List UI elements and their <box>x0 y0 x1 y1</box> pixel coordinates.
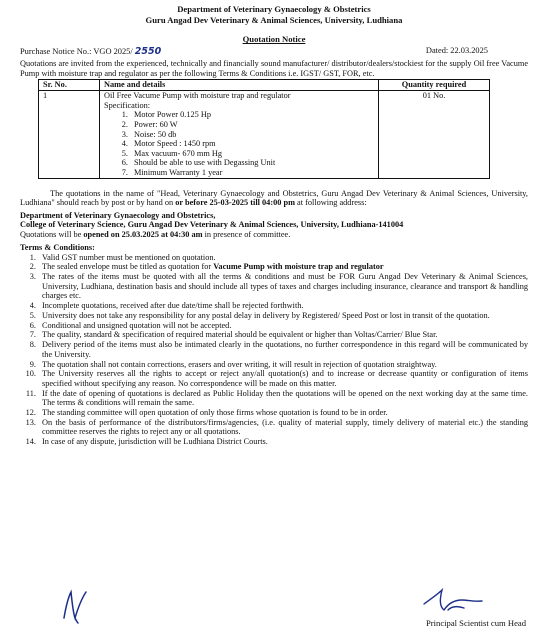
terms-list <box>20 253 528 447</box>
handwritten-notice-number: 2550 <box>134 46 162 57</box>
notice-title: Quotation Notice <box>242 34 306 44</box>
purchase-notice-number: Purchase Notice No.: VGO 2025/ 2550 <box>20 46 162 57</box>
spec-item: 6. Should be able to use with Degassing Unit <box>130 158 374 168</box>
submission-paragraph: The quotations in the name of "Head, Veterinary Gynaecology and Obstetrics, Guru Angad Dev Veterinary & Animal Sciences, University, Ludhiana" should reach by post or by hand on or before 25-03-2025 till 04:00 pm at following address: <box>20 188 528 208</box>
header-sr-no: Sr. No. <box>39 80 100 91</box>
cell-name-details <box>100 91 379 178</box>
list-item: 14. In case of any dispute, jurisdiction will be Ludhiana District Courts. <box>25 436 268 446</box>
department-name: Department of Veterinary Gynaecology & Obstetrics <box>177 4 371 14</box>
header-name-details: Name and details <box>100 80 379 91</box>
reference-row <box>20 46 528 57</box>
spec-item: 3. Noise: 50 db <box>130 130 374 140</box>
head-signature <box>418 586 488 616</box>
submission-address: Department of Veterinary Gynaecology and Obstetrics, College of Veterinary Science, Guru Angad Dev Veterinary & Animal Sciences, University, Ludhiana-141004 <box>20 210 404 230</box>
notice-date: Dated: 22.03.2025 <box>425 46 488 55</box>
university-name: Guru Angad Dev Veterinary & Animal Sciences, University, Ludhiana <box>145 14 403 25</box>
list-item: 4. Incomplete quotations, received after due date/time shall be rejected forthwith. <box>29 300 304 310</box>
list-item: 3. The rates of the items must be quoted with all the terms & conditions and must be FOR Guru Angad Dev Veterinary & Animal Sciences, University, Ludhiana, destination basis and should include all types of taxes and charges including insurance, clearance and transport & handling charges etc. <box>29 272 528 300</box>
item-name: Oil Free Vacume Pump with moisture trap and regulator <box>104 91 291 101</box>
intro-paragraph: Quotations are invited from the experienced, technically and financially sound manufacturer/ distributor/dealers/stockiest for the supply Oil free Vacume Pump with moisture trap and regulator as per the following Terms & Conditions i.e. IGST/ GST, FOR, etc. <box>20 59 528 78</box>
list-item: 1. Valid GST number must be mentioned on quotation. <box>29 252 216 262</box>
spec-item: 4. Motor Speed : 1450 rpm <box>130 139 374 149</box>
list-item: 11. If the date of opening of quotations is declared as Public Holiday then the quotations will be opened on the next working day at the same time. The terms & conditions will remain the same. <box>25 388 528 407</box>
list-item: 6. Conditional and unsigned quotation will not be accepted. <box>29 320 232 330</box>
table-header-row <box>39 80 490 91</box>
submission-deadline: or before 25-03-2025 till 04:00 pm <box>175 198 295 208</box>
cell-quantity: 01 No. <box>379 91 490 178</box>
header-quantity: Quantity required <box>379 80 490 91</box>
spec-item: 1. Motor Power 0.125 Hp <box>130 110 374 120</box>
spec-label: Specification: <box>104 100 151 110</box>
letterhead <box>20 4 528 25</box>
items-table <box>38 79 490 178</box>
opening-line: Quotations will be opened on 25.03.2025 at 04:30 am in presence of committee. <box>20 229 291 239</box>
opening-datetime: opened on 25.03.2025 at 04:30 am <box>83 229 203 239</box>
table-row <box>39 91 490 178</box>
cell-sr-no: 1 <box>39 91 100 178</box>
list-item: 12. The standing committee will open quotation of only those firms whose quotation is found to be in order. <box>25 407 388 417</box>
spec-item: 7. Minimum Warranty 1 year <box>130 168 374 178</box>
list-item: 2. The sealed envelope must be titled as quotation for Vacume Pump with moisture trap and regulator <box>29 262 384 272</box>
list-item: 9. The quotation shall not contain corrections, erasers and over writing, it will result in rejection of quotation straightway. <box>29 359 437 369</box>
list-item: 8. Delivery period of the items must also be intimated clearly in the quotations, no further correspondence in this regard will be communicated by the University. <box>29 340 528 359</box>
terms-title: Terms & Conditions: <box>20 242 95 252</box>
spec-list <box>104 110 374 177</box>
spec-item: 2. Power: 60 W <box>130 120 374 130</box>
initials-signature <box>60 588 94 624</box>
list-item: 10. The University reserves all the rights to accept or reject any/all quotation(s) and to increase or decrease quantity or configuration of items specified without specifying any reason. No correspondence will be made on this matter. <box>25 369 528 388</box>
list-item: 5. University does not take any responsibility for any postal delay in delivery by Registered/ Speed Post or lost in transit of the quotation. <box>29 310 490 320</box>
signatory-title: Principal Scientist cum Head <box>426 618 526 628</box>
list-item: 13. On the basis of performance of the distributors/firms/agencies, (i.e. quality of material supply, timely delivery of material etc.) the standing committee reserves the rights to reject any or all quotations. <box>25 417 528 436</box>
list-item: 7. The quality, standard & specification of required material should be equivalent or higher than Voltas/Carrier/ Blue Star. <box>29 330 438 340</box>
spec-item: 5. Max vacuum- 670 mm Hg <box>130 149 374 159</box>
